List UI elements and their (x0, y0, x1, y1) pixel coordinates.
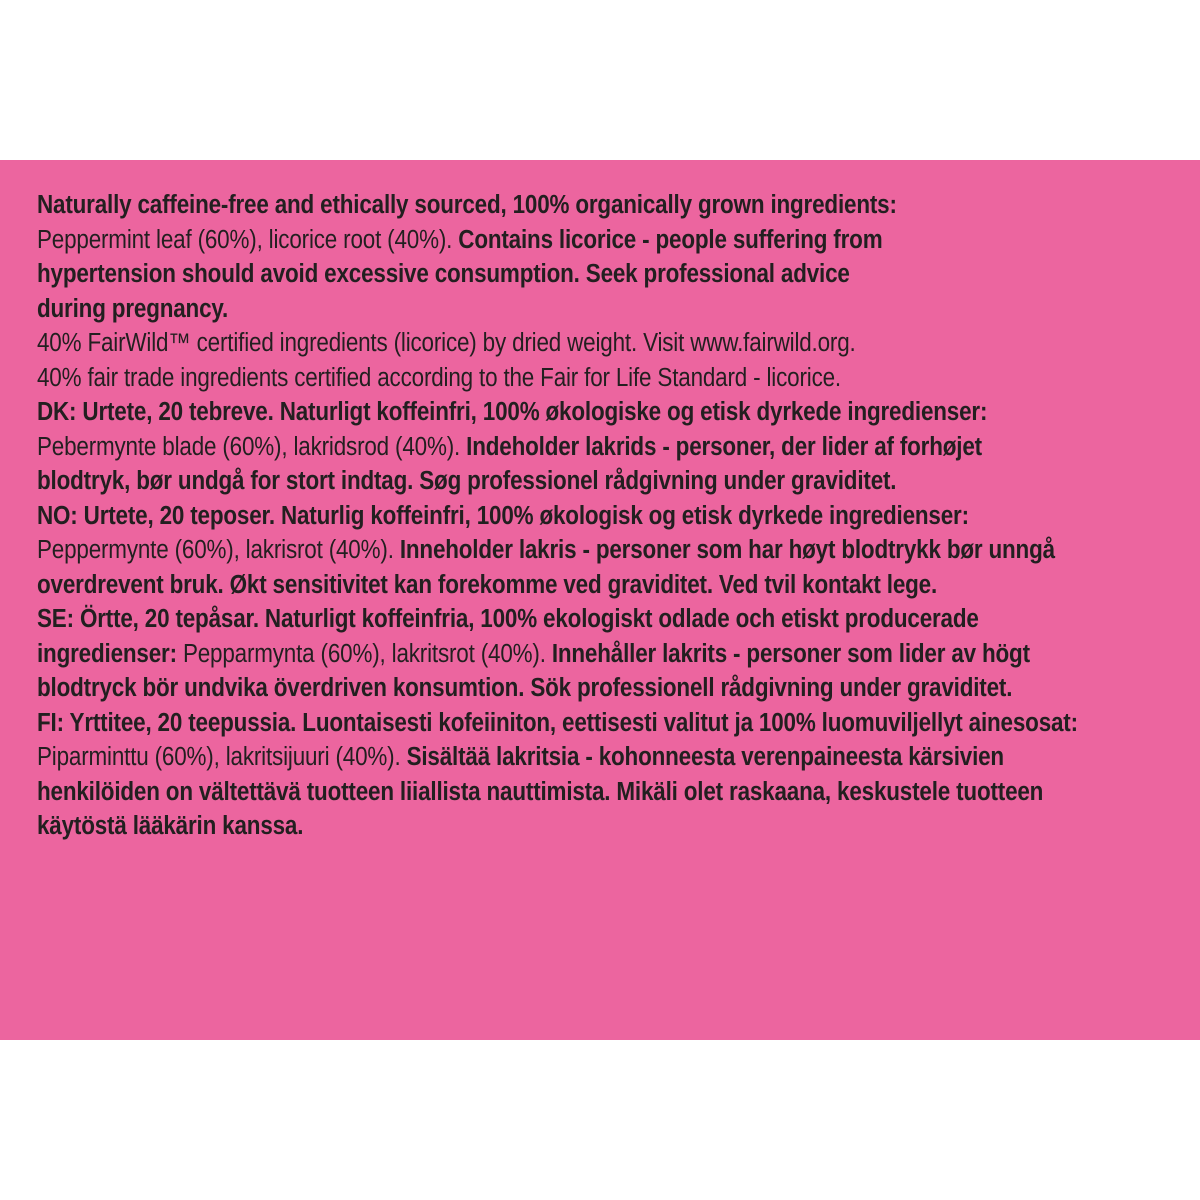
se-warning-part-2: blodtryck bör undvika överdriven konsumtion. Sök professionell rådgivning under graviditet. (37, 674, 1013, 702)
no-warning-part-2: overdrevent bruk. Økt sensitivitet kan forekomme ved graviditet. Ved tvil kontakt lege. (37, 570, 938, 599)
ingredients-text-block (37, 188, 1187, 844)
se-heading: SE: Örtte, 20 tepåsar. Naturligt koffeinfria, 100% ekologiskt odlade och etiskt producerade (37, 605, 979, 633)
se-warning-part-1: Innehåller lakrits - personer som lider av högt (551, 639, 1030, 668)
fi-block-line-1 (37, 706, 1078, 741)
ingredients-label-panel (0, 160, 1200, 1040)
en-warning-part-1: Contains licorice - people suffering from (458, 225, 883, 254)
fi-block-line-2 (37, 740, 1049, 775)
no-heading: NO: Urtete, 20 teposer. Naturlig koffeinfri, 100% økologisk og etisk dyrkede ingredienser: (37, 501, 969, 530)
fi-warning-part-2: henkilöiden on vältettävä tuotteen liiallista nauttimista. Mikäli olet raskaana, keskustele tuotteen (37, 777, 1044, 806)
dk-block-line-3 (37, 464, 1049, 499)
dk-ingredients: Pebermynte blade (60%), lakridsrod (40%). (37, 432, 461, 461)
en-fairwild-line (37, 326, 1049, 361)
dk-warning-part-2: blodtryk, bør undgå for stort indtag. Søg professionel rådgivning under graviditet. (37, 467, 897, 495)
en-fairtrade-text: 40% fair trade ingredients certified according to the Fair for Life Standard - licorice. (37, 363, 841, 392)
fi-ingredients: Piparminttu (60%), lakritsijuuri (40%). (37, 743, 401, 771)
en-warning-part-2: hypertension should avoid excessive consumption. Seek professional advice (37, 260, 850, 288)
fi-heading: FI: Yrttitee, 20 teepussia. Luontaisesti kofeiiniton, eettisesti valitut ja 100% luomuviljellyt ainesosat: (37, 708, 1078, 737)
en-warning-part-3: during pregnancy. (37, 294, 229, 323)
se-block-line-1 (37, 602, 1049, 637)
fi-warning-part-3: käytöstä lääkärin kanssa. (37, 812, 304, 840)
dk-block-line-1 (37, 395, 1049, 430)
no-block-line-1 (37, 499, 1049, 534)
se-block-line-3 (37, 671, 1049, 706)
en-fairwild-text: 40% FairWild™ certified ingredients (licorice) by dried weight. Visit www.fairwild.org. (37, 329, 856, 357)
fi-warning-part-1: Sisältää lakritsia - kohonneesta verenpaineesta kärsivien (406, 743, 1004, 771)
no-warning-part-1: Inneholder lakris - personer som har høyt blodtrykk bør unngå (399, 536, 1055, 564)
en-ingredients: Peppermint leaf (60%), licorice root (40%). (37, 225, 453, 254)
se-ingredients: Pepparmynta (60%), lakritsrot (40%). (182, 639, 546, 668)
no-ingredients: Peppermynte (60%), lakrisrot (40%). (37, 536, 394, 564)
en-fairtrade-line (37, 361, 1049, 396)
dk-heading: DK: Urtete, 20 tebreve. Naturligt koffeinfri, 100% økologiske og etisk dyrkede ingredienser: (37, 398, 988, 426)
se-ingredients-lead: ingredienser: (37, 639, 177, 668)
en-heading: Naturally caffeine-free and ethically sourced, 100% organically grown ingredients: (37, 191, 897, 219)
fi-block-line-3 (37, 775, 1049, 810)
se-block-line-2 (37, 637, 1049, 672)
en-block-line-3 (37, 257, 1049, 292)
no-block-line-3 (37, 568, 1049, 603)
fi-block-line-4 (37, 809, 1049, 844)
en-block-line-2 (37, 223, 1049, 258)
en-block-line-1 (37, 188, 1049, 223)
dk-warning-part-1: Indeholder lakrids - personer, der lider af forhøjet (466, 432, 982, 461)
en-block-line-4 (37, 292, 1049, 327)
dk-block-line-2 (37, 430, 1049, 465)
no-block-line-2 (37, 533, 1055, 568)
